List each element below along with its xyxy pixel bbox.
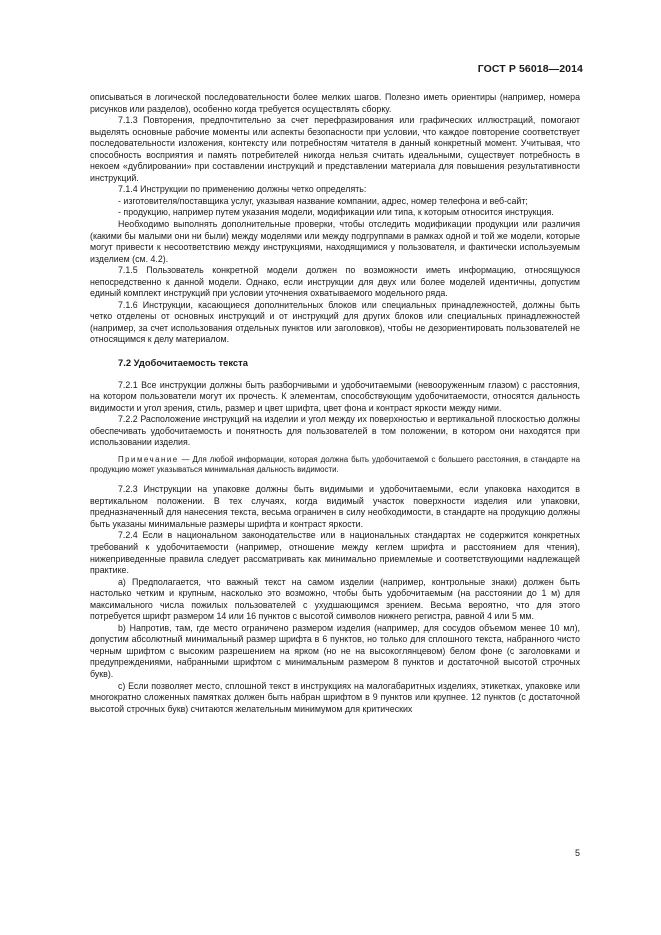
paragraph: 7.2.1 Все инструкции должны быть разборчивыми и удобочитаемыми (невооруженным глазом) с расстояния, на котором пользователи могут их прочесть. К элементам, способствующим удобочитаемости, относятся дальность видимости и угол зрения, стиль, размер и цвет шрифта, цвет фона и контраст яркости между ними.	[90, 379, 580, 413]
list-item: b) Напротив, там, где место ограничено размером изделия (например, для сосудов объемом менее 10 мл), допустим абсолютный минимальный размер шрифта в 6 пунктов, но только для сплошного текста, набранного чисто черным шрифтом с высоким разрешением на ярком (но не на высокоглянцевом) белом фоне (с заголовками и предупреждениями, набранными шрифтом с минимальным размером 8 пунктов и достаточной высотой строчных букв).	[90, 622, 580, 680]
paragraph: 7.1.6 Инструкции, касающиеся дополнительных блоков или специальных принадлежностей, должны быть четко отделены от основных инструкций и от инструкций для других блоков или специальных принадлежностей (например, за счет использования отдельных пунктов или заголовков), чтобы не дезориентировать пользователей не относящимся к делу материалом.	[90, 299, 580, 345]
list-item: - изготовителя/поставщика услуг, указывая название компании, адрес, номер телефона и веб-сайт;	[118, 195, 528, 206]
paragraph: 7.2.3 Инструкции на упаковке должны быть видимыми и удобочитаемыми, если упаковка находится в вертикальном положении. В тех случаях, когда видимый участок поверхности изделия или упаковки, предназначенный для нанесения текста, весьма ограничен в силу необходимости, в стандарте на продукцию должны быть указаны минимальные размеры шрифта и контраст яркости.	[90, 484, 580, 529]
note-label: Примечание	[118, 454, 179, 464]
paragraph: 7.2.4 Если в национальном законодательстве или в национальных стандартах не содержится конкретных требований к удобочитаемости (например, отношение между кеглем шрифта и расстоянием для чтения), нижеприведенные правила следует рассматривать как минимально приемлемые и соответствующими надлежащей практике.	[90, 530, 580, 576]
paragraph: 7.1.3 Повторения, предпочтительно за счет перефразирования или графических иллюстраций, помогают выделять основные рабочие моменты или аспекты безопасности при условии, что каждое повторение соответствует последовательности изложения, контексту или потребностям читателя в данный конкретный момент. Учитывая, что способность восприятия и память потребителей никогда нельзя считать идеальными, существует потребность в некоем «дублировании» при составлении инструкций и представлении материала для повышения результативности инструкций.	[90, 115, 580, 183]
page-body	[90, 92, 580, 715]
paragraph: 7.1.4 Инструкции по применению должны четко определять:	[118, 184, 367, 195]
section-heading: 7.2 Удобочитаемость текста	[118, 357, 248, 369]
list-item: - продукцию, например путем указания модели, модификации или типа, к которым относится инструкция.	[118, 207, 554, 218]
list-item: c) Если позволяет место, сплошной текст в инструкциях на малогабаритных изделиях, этикетках, упаковке или многократно сложенных памятках должен быть набран шрифтом в 9 пунктов или крупнее. 12 пунктов (с достаточной высотой строчных букв) считаются желательным минимумом для критических	[90, 680, 580, 714]
paragraph: 7.2.2 Расположение инструкций на изделии и угол между их поверхностью и вертикальной плоскостью должны обеспечивать удобочитаемость и понятность для пользователей в том положении, в котором они находятся при использовании изделия.	[90, 414, 580, 448]
document-code-header: ГОСТ Р 56018—2014	[477, 63, 583, 75]
paragraph: 7.1.5 Пользователь конкретной модели должен по возможности иметь информацию, относящуюся непосредственно к данной модели. Однако, если инструкции для двух или более моделей идентичны, допустим единый комплект инструкций при условии уточнения охватываемого модельного ряда.	[90, 265, 580, 299]
paragraph: описываться в логической последовательности более мелких шагов. Полезно иметь ориентиры (например, номера рисунков или разделов), особенно когда требуется осуществлять сборку.	[90, 92, 580, 114]
note	[90, 455, 580, 475]
list-item: а) Предполагается, что важный текст на самом изделии (например, контрольные знаки) должен быть настолько четким и крупным, насколько это возможно, чтобы быть удобочитаемым (на расстоянии до 1 м) для максимального числа пожилых пользователей с ухудшающимся зрением. Весьма вероятно, что для этого потребуется шрифт размером 14 или 16 пунктов с высотой символов нижнего регистра, равной 4 или 5 мм.	[90, 576, 580, 622]
note-text: — Для любой информации, которая должна быть удобочитаемой с большего расстояния, в стандарте на продукцию может указываться минимальная дальность видимости.	[90, 454, 580, 475]
page-number: 5	[574, 848, 580, 858]
paragraph: Необходимо выполнять дополнительные проверки, чтобы отследить модификации продукции или различия (какими бы малыми они ни были) между моделями или между подгруппами в рамках одной и той же модели, которые могут привести к несоответствию между инструкциями, находящимися у пользователя, и фактически используемым изделием (см. 4.2).	[90, 219, 580, 264]
